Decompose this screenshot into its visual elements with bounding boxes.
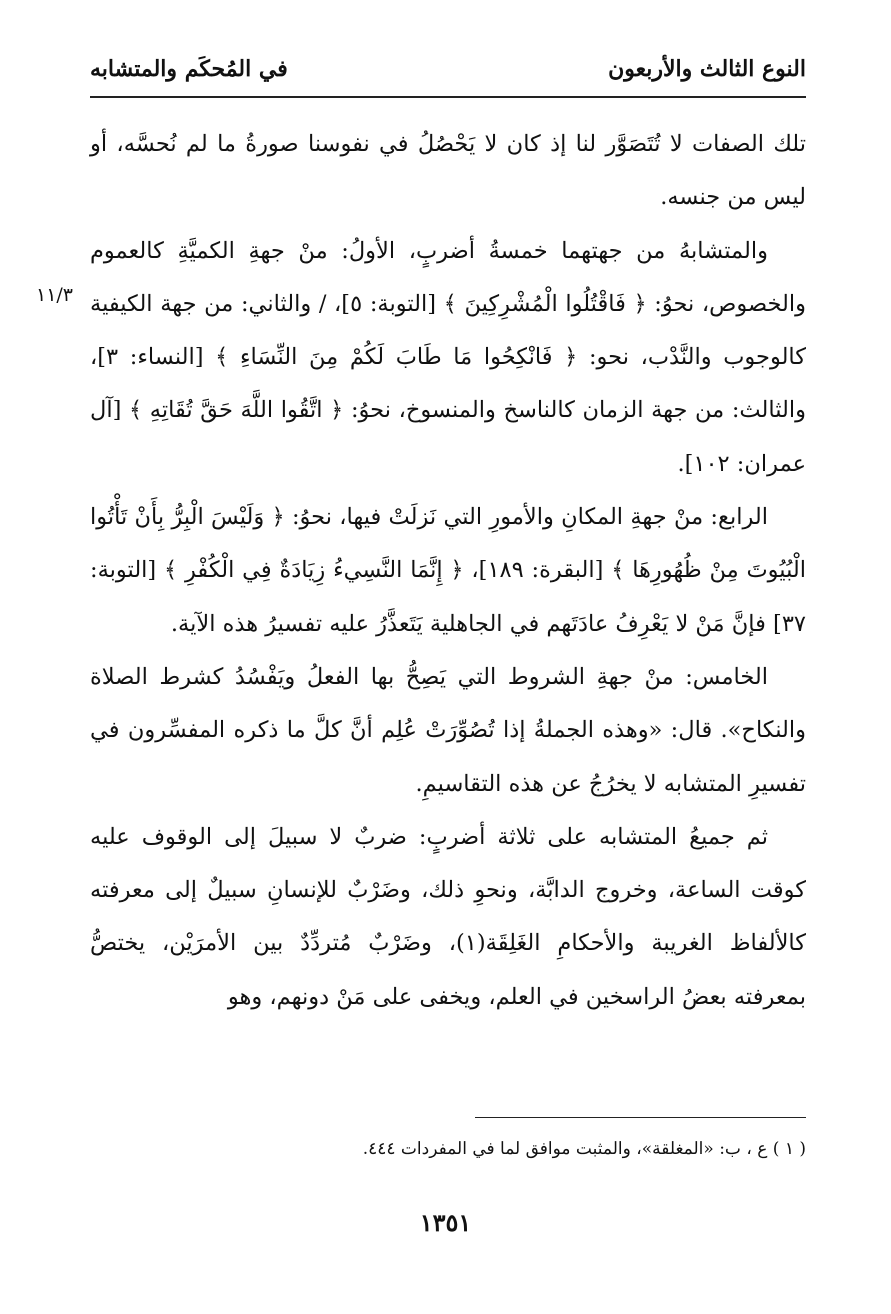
margin-reference: ١١/٣ [36, 284, 74, 306]
paragraph: الرابع: منْ جهةِ المكانِ والأمورِ التي نَزلَتْ فيها، نحوُ: ﴿ وَلَيْسَ الْبِرُّ بِأَنْ تَأْتُوا الْبُيُوتَ مِنْ ظُهُورِهَا ﴾ [البقرة: ١٨٩]، ﴿ إِنَّمَا النَّسِيءُ زِيَادَةٌ فِي الْكُفْرِ ﴾ [التوبة: ٣٧] فإنَّ مَنْ لا يَعْرِفُ عادَتَهم في الجاهلية يَتَعذَّرُ عليه تفسيرُ هذه الآية. [90, 504, 806, 637]
paragraph: ثم جميعُ المتشابه على ثلاثة أضربٍ: ضربٌ لا سبيلَ إلى الوقوف عليه كوقت الساعة، وخروج الدابَّة، ونحوِ ذلك، وضَرْبٌ للإنسانِ سبيلٌ إلى معرفته كالألفاظ الغريبة والأحكامِ الغَلِقَة(١)، وضَرْبٌ مُتردِّدٌ بين الأمرَيْن، يختصُّ بمعرفته بعضُ الراسخين في العلم، ويخفى على مَنْ دونهم، وهو [90, 823, 807, 1010]
chapter-title: النوع الثالث والأربعون [608, 56, 806, 82]
paragraph: تلك الصفات لا تُتَصَوَّر لنا إذ كان لا يَحْصُلُ في نفوسنا صورةُ ما لم نُحسَّه، أو ليس من جنسه. [90, 131, 806, 211]
footnote-separator [475, 1117, 806, 1118]
section-title: في المُحكَم والمتشابه [90, 56, 288, 82]
paragraph: والمتشابهُ من جهتهما خمسةُ أضربٍ، الأولُ: منْ جهةِ الكميَّةِ كالعموم والخصوص، نحوُ: ﴿ فَاقْتُلُوا الْمُشْرِكِينَ ﴾ [التوبة: ٥]، / والثاني: من جهة الكيفية كالوجوب والنَّدْب، نحو: ﴿ فَانْكِحُوا مَا طَابَ لَكُمْ مِنَ النِّسَاءِ ﴾ [النساء: ٣]، والثالث: من جهة الزمان كالناسخ والمنسوخ، نحوُ: ﴿ اتَّقُوا اللَّهَ حَقَّ تُقَاتِهِ ﴾ [آل عمران: ١٠٢]. [90, 237, 806, 477]
footnote: ( ١ ) ع ، ب: «المغلقة»، والمثبت موافق لما في المفردات ٤٤٤. [362, 1139, 806, 1159]
page-number: ١٣٥١ [419, 1208, 472, 1237]
running-header [90, 50, 806, 98]
paragraph: الخامس: منْ جهةِ الشروط التي يَصِحُّ بها الفعلُ ويَفْسُدُ كشرط الصلاة والنكاح». قال: «وهذه الجملةُ إذا تُصُوِّرَتْ عُلِم أنَّ كلَّ ما ذكره المفسِّرون في تفسيرِ المتشابه لا يخرُجُ عن هذه التقاسيمِ. [90, 663, 806, 797]
main-text [90, 118, 806, 1024]
